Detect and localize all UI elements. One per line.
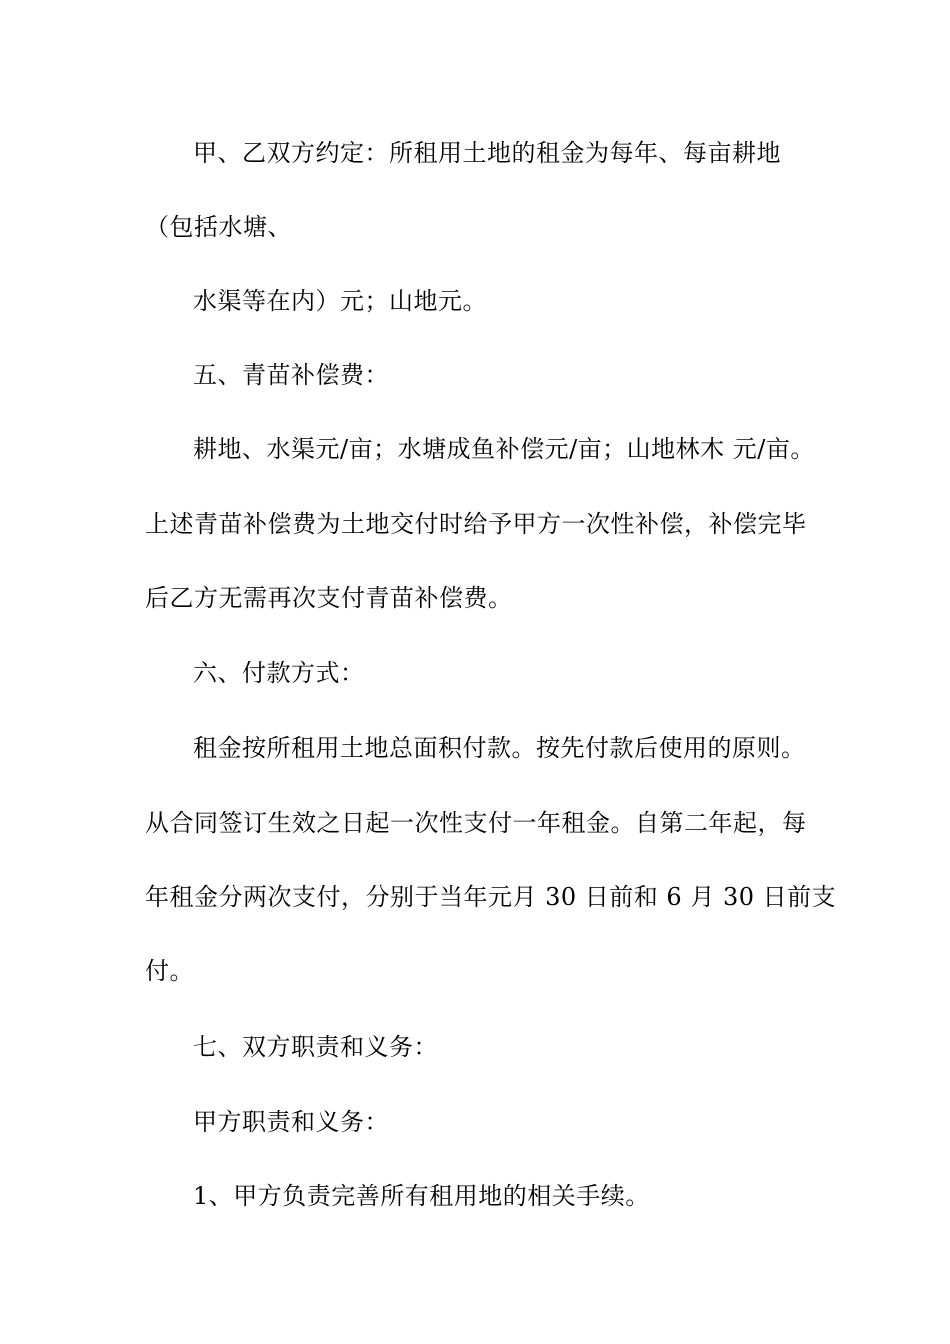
section-heading-payment-method: 六、付款方式： <box>193 659 365 687</box>
section-heading-duties: 七、双方职责和义务： <box>193 1033 438 1061</box>
paragraph-line-compensation-terms-cont: 后乙方无需再次支付青苗补偿费。 <box>145 584 513 612</box>
paragraph-line-payment-schedule: 从合同签订生效之日起一次性支付一年租金。自第二年起，每 <box>145 809 807 837</box>
paragraph-line-compensation-terms: 上述青苗补偿费为土地交付时给予甲方一次性补偿，补偿完毕 <box>145 510 807 538</box>
paragraph-line-compensation-rates: 耕地、水渠元/亩；水塘成鱼补偿元/亩；山地林木 元/亩。 <box>193 435 815 463</box>
subheading-party-a-duties: 甲方职责和义务： <box>193 1108 389 1136</box>
paragraph-line-rent-agreement: 甲、乙双方约定：所租用土地的租金为每年、每亩耕地 <box>193 139 781 167</box>
paragraph-line-rent-agreement-cont: （包括水塘、 <box>145 213 292 241</box>
paragraph-line-payment-schedule-end: 付。 <box>145 957 194 985</box>
paragraph-line-payment-schedule-cont: 年租金分两次支付，分别于当年元月 30 日前和 6 月 30 日前支 <box>145 883 837 911</box>
list-item-party-a-duty-1: 1、甲方负责完善所有租用地的相关手续。 <box>193 1182 650 1210</box>
section-heading-seedling-compensation: 五、青苗补偿费： <box>193 361 389 389</box>
paragraph-line-payment-principle: 租金按所租用土地总面积付款。按先付款后使用的原则。 <box>193 734 806 762</box>
paragraph-line-rent-amounts: 水渠等在内）元；山地元。 <box>193 287 487 315</box>
